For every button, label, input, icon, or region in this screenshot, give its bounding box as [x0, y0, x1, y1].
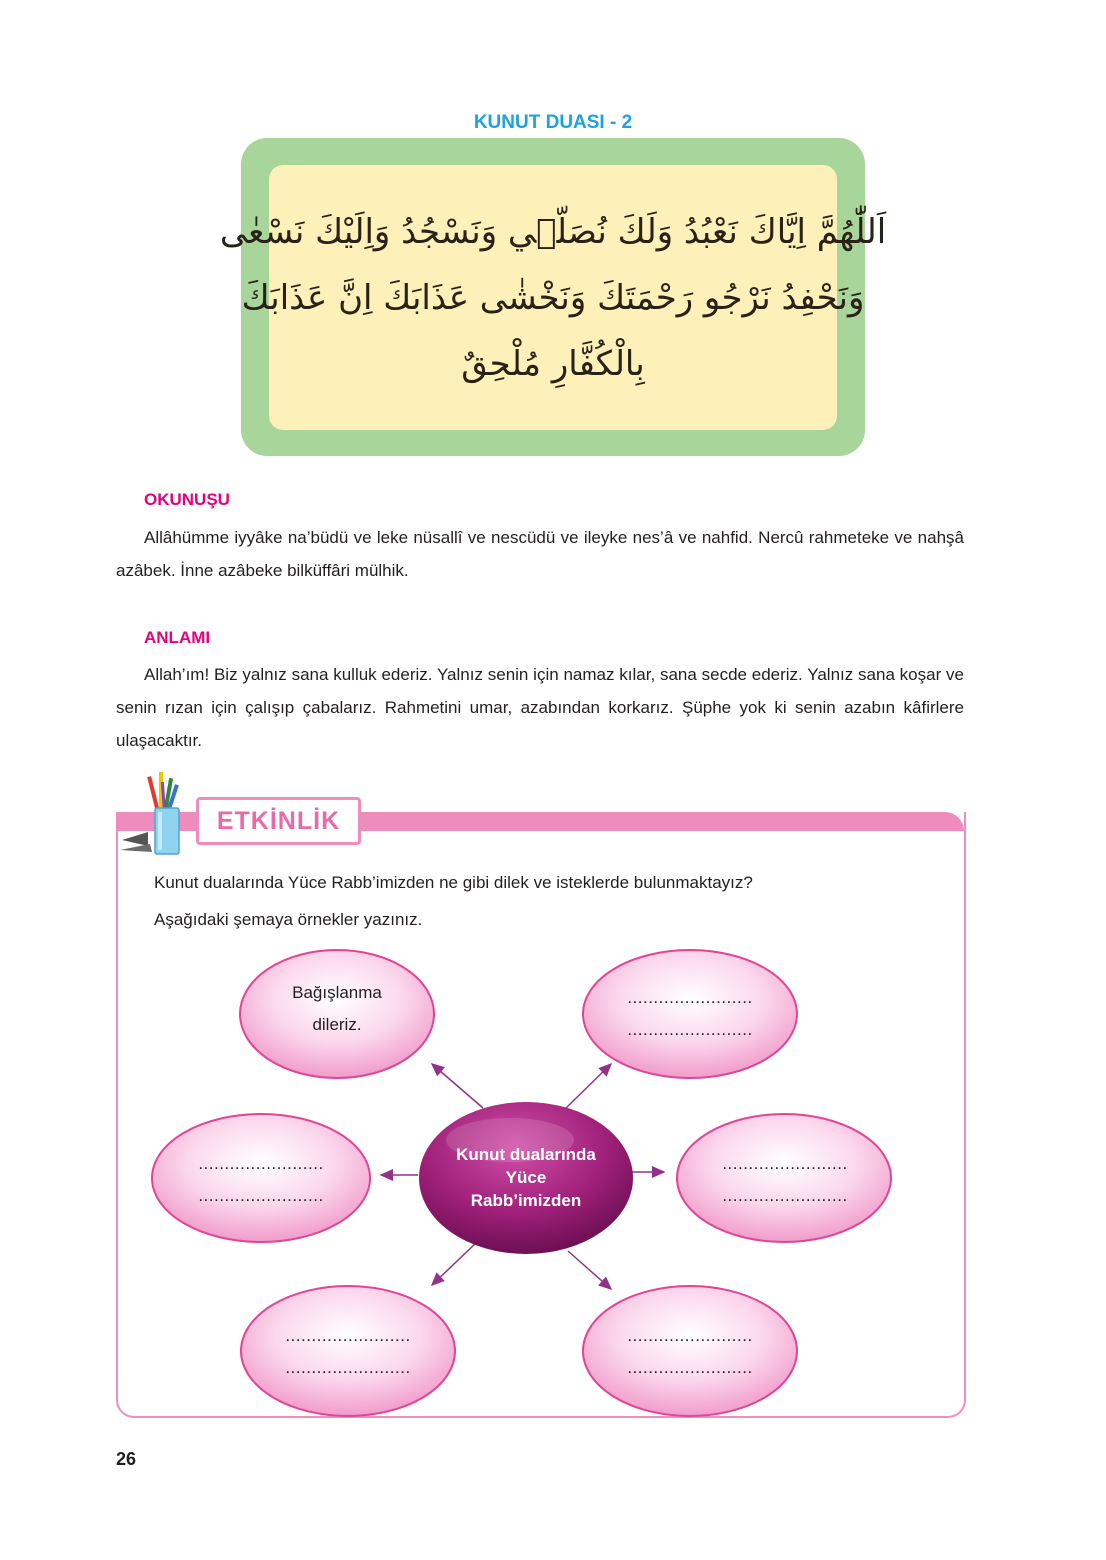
activity-instruction: Aşağıdaki şemaya örnekler yazınız. [154, 910, 423, 929]
ellipse-text-top-left: Bağışlanma dileriz. [292, 983, 382, 1034]
anlami-text: Allah’ım! Biz yalnız sana kulluk ederiz. Yalnız senin için namaz kılar, sana secde ederiz. Yalnız sana koşar ve senin rızan için çalışıp çabalarız. Rahmetini umar, azabından korkarız. Şüphe yok ki senin azabın kâfirlere ulaşacaktır. [116, 665, 964, 750]
arrow-top-right [566, 1064, 611, 1108]
ellipse-text-top-right[interactable]: ........................ ........................ [627, 988, 753, 1039]
center-ellipse-label: Kunut dualarında Yüce Rabb’imizden [456, 1145, 596, 1210]
arabic-line: بِالْكُفَّارِ مُلْحِقٌ [461, 343, 645, 384]
ellipse-text-middle-right[interactable]: ........................ ........................ [722, 1154, 848, 1205]
arrow-bottom-left [432, 1243, 476, 1285]
page-title: KUNUT DUASI - 2 [473, 112, 633, 133]
arabic-line: اَللّٰهُمَّ اِيَّاكَ نَعْبُدُ وَلَكَ نُصَلّ۪ي وَنَسْجُدُ وَاِلَيْكَ نَسْعٰى [219, 211, 887, 252]
etkinlik-tab: ETKİNLİK [196, 797, 361, 845]
anlami-heading: ANLAMI [144, 628, 211, 647]
arabic-line: وَنَحْفِدُ نَرْجُو رَحْمَتَكَ وَنَخْشٰى عَذَابَكَ اِنَّ عَذَابَكَ [241, 277, 865, 318]
ellipse-text-bottom-left[interactable]: ........................ ........................ [285, 1326, 411, 1377]
activity-question: Kunut dualarında Yüce Rabb’imizden ne gibi dilek ve isteklerde bulunmaktayız? [154, 873, 753, 892]
arrow-top-left [432, 1064, 483, 1108]
ellipse-text-middle-left[interactable]: ........................ ........................ [198, 1154, 324, 1205]
okunusu-text: Allâhümme iyyâke na’büdü ve leke nüsallî ve nescüdü ve ileyke nes’â ve nahfid. Nercû rahmeteke ve nahşâ azâbek. İnne azâbeke bilküffâri mülhik. [116, 528, 964, 580]
ellipse-text-bottom-right[interactable]: ........................ ........................ [627, 1326, 753, 1377]
okunusu-heading: OKUNUŞU [144, 490, 230, 509]
arrow-bottom-right [568, 1251, 611, 1289]
page-number: 26 [116, 1449, 137, 1469]
